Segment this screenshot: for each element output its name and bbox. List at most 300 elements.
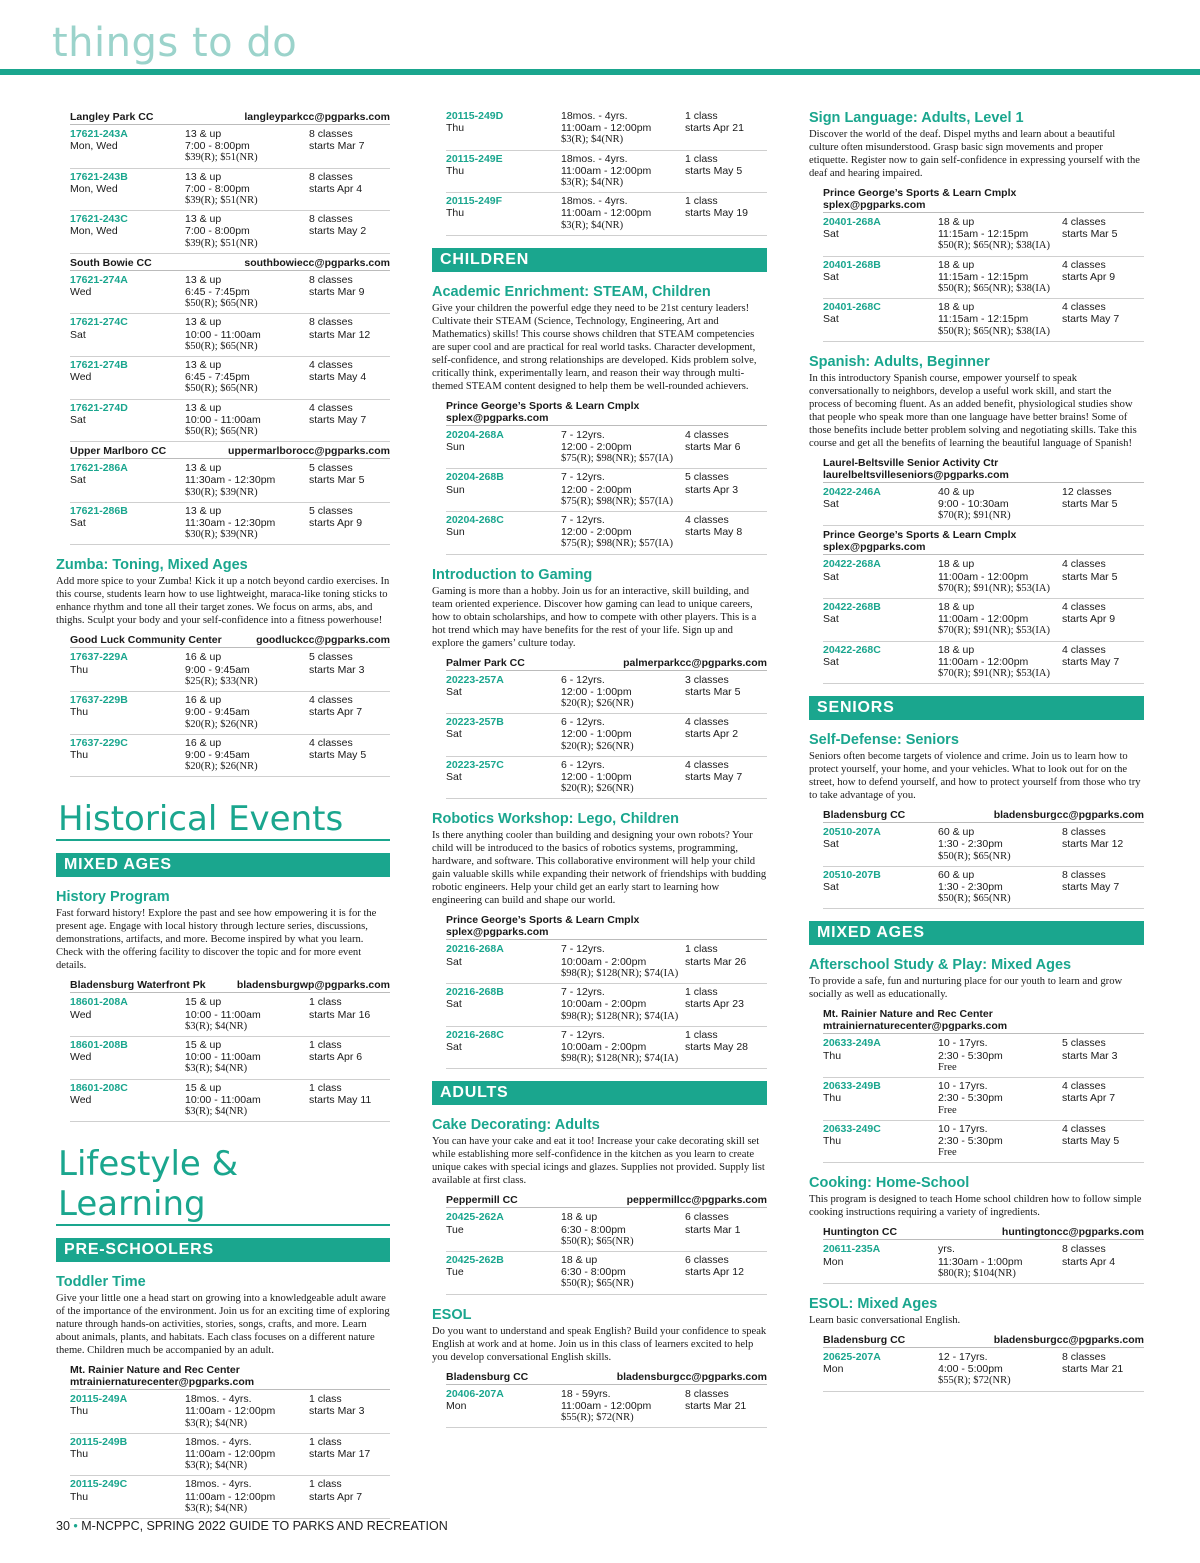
class-row (70, 169, 390, 212)
class-fee: $3(R); $4(NR) (185, 1063, 248, 1075)
location-name: Huntington CC (823, 1226, 898, 1239)
location-email[interactable]: southbowiecc@pgparks.com (244, 256, 390, 269)
class-start: starts Mar 3 (1062, 1049, 1118, 1062)
class-fee: $30(R); $39(NR) (185, 486, 258, 498)
class-age: 18mos. - 4yrs. (561, 110, 628, 122)
class-fee: $50(R); $65(NR) (185, 298, 258, 310)
class-start: starts May 11 (309, 1093, 372, 1106)
class-schedule-cell (1062, 558, 1144, 582)
class-code[interactable]: 20510-207B (823, 868, 881, 881)
class-code[interactable]: 20401-268C (823, 301, 881, 314)
class-start: starts May 2 (309, 225, 367, 238)
class-start: starts May 7 (1062, 881, 1120, 894)
class-code[interactable]: 17637-229A (70, 651, 128, 664)
class-code[interactable]: 18601-208C (70, 1081, 128, 1094)
class-fee: $50(R); $65(NR); $38(IA) (938, 240, 1050, 252)
class-age: 13 & up (185, 128, 222, 140)
class-count: 4 classes (685, 514, 729, 527)
class-id-cell (70, 651, 185, 688)
class-info-top (938, 1080, 1144, 1104)
location-email[interactable]: bladensburgcc@pgparks.com (993, 1333, 1144, 1346)
location-email[interactable]: bladensburgwp@pgparks.com (236, 979, 390, 992)
location-name: Bladensburg CC (446, 1370, 529, 1383)
class-start: starts Apr 7 (1062, 1092, 1116, 1105)
class-id-cell (446, 674, 561, 711)
class-time: 6:45 - 7:45pm (185, 286, 250, 299)
class-detail-cell (938, 301, 1062, 325)
class-count: 1 class (685, 943, 718, 956)
course-title: Self-Defense: Seniors (809, 732, 959, 749)
class-detail-cell (938, 1351, 1062, 1375)
course-title: Sign Language: Adults, Level 1 (809, 110, 1024, 126)
class-time: 2:30 - 5:30pm (938, 1134, 1003, 1147)
class-info-top (561, 429, 767, 453)
class-code[interactable]: 20406-207A (446, 1387, 504, 1400)
class-detail-cell (185, 737, 309, 761)
class-day: Thu (70, 706, 89, 719)
class-time: 11:00am - 12:00pm (185, 1447, 276, 1460)
class-info-top (561, 759, 767, 783)
class-count: 8 classes (1062, 826, 1106, 839)
class-info (561, 759, 767, 796)
class-detail-cell (561, 943, 685, 967)
class-code[interactable]: 20115-249C (70, 1478, 128, 1491)
class-fee: $30(R); $39(NR) (185, 529, 258, 541)
class-detail-cell (561, 153, 685, 177)
class-age: 6 - 12yrs. (561, 758, 605, 771)
class-age: 16 & up (185, 736, 222, 749)
class-start: starts Apr 4 (1062, 1255, 1116, 1268)
class-time: 6:45 - 7:45pm (185, 371, 250, 384)
class-id-cell (823, 644, 938, 681)
class-info (185, 694, 390, 731)
class-detail-cell (185, 316, 309, 340)
class-info (185, 651, 390, 688)
class-count: 1 class (309, 1435, 342, 1448)
class-info (185, 359, 390, 396)
class-code[interactable]: 17621-243A (70, 128, 128, 140)
class-code[interactable]: 20204-268C (446, 514, 504, 527)
class-code[interactable]: 20633-249A (823, 1037, 881, 1050)
class-time: 10:00am - 2:00pm (561, 998, 647, 1011)
column-right (809, 108, 1144, 1392)
class-code[interactable]: 20510-207A (823, 826, 881, 839)
class-info (185, 213, 390, 250)
class-schedule-cell (309, 1436, 390, 1460)
class-count: 6 classes (685, 1211, 729, 1224)
class-fee: $50(R); $65(NR) (938, 893, 1011, 905)
class-info (938, 1351, 1144, 1388)
class-detail-cell (185, 694, 309, 718)
class-schedule-cell (685, 429, 767, 453)
class-day: Mon (446, 1399, 467, 1412)
class-code[interactable]: 20223-257A (446, 673, 504, 686)
class-info-top (185, 316, 390, 340)
location-name: Mt. Rainier Nature and Rec Center (823, 1008, 993, 1021)
class-time: 10:00 - 11:00am (185, 1008, 261, 1021)
class-info (561, 1211, 767, 1248)
class-detail-cell (938, 1037, 1062, 1061)
class-code[interactable]: 17621-274C (70, 316, 128, 329)
class-schedule-cell (309, 274, 390, 298)
class-row (446, 1252, 767, 1295)
class-detail-cell (185, 996, 309, 1020)
class-code[interactable]: 20425-262A (446, 1211, 504, 1224)
class-start: starts Mar 5 (309, 474, 365, 487)
class-info-top (938, 558, 1144, 582)
location-email[interactable]: splex@pgparks.com (823, 541, 926, 554)
class-day: Mon (823, 1363, 844, 1376)
class-row (70, 460, 390, 503)
class-start: starts Mar 9 (309, 286, 365, 299)
class-id-cell (446, 110, 561, 147)
class-start: starts May 5 (1062, 1134, 1120, 1147)
class-code[interactable]: 20422-246A (823, 485, 881, 498)
class-info-top (185, 462, 390, 486)
location-name: Peppermill CC (446, 1194, 518, 1207)
class-start: starts May 28 (685, 1040, 749, 1053)
class-code[interactable]: 17621-243C (70, 213, 128, 226)
class-code[interactable]: 20633-249B (823, 1080, 881, 1093)
class-info-top (185, 402, 390, 426)
class-age: 13 & up (185, 213, 222, 226)
class-time: 9:00 - 9:45am (185, 748, 250, 761)
class-detail-cell (185, 462, 309, 486)
class-day: Sat (70, 474, 86, 487)
class-row (70, 994, 390, 1037)
class-info-top (185, 737, 390, 761)
class-code[interactable]: 17621-274D (70, 401, 128, 414)
class-schedule-cell (1062, 826, 1144, 850)
location-email[interactable]: goodluckcc@pgparks.com (256, 634, 390, 647)
class-age: 18 & up (938, 258, 975, 271)
class-start: starts Mar 3 (309, 663, 365, 676)
class-id-cell (446, 1029, 561, 1066)
class-count: 4 classes (309, 736, 353, 749)
class-count: 1 class (309, 1478, 342, 1491)
class-day: Sat (446, 685, 462, 698)
class-schedule-cell (309, 737, 390, 761)
class-count: 4 classes (1062, 301, 1106, 314)
class-code[interactable]: 18601-208A (70, 996, 128, 1009)
footer-bullet: • (73, 1519, 78, 1533)
course-title: Cake Decorating: Adults (432, 1117, 600, 1134)
class-schedule-cell (309, 316, 390, 340)
category-band: MIXED AGES (809, 921, 1144, 945)
class-fee: $50(R); $65(NR) (185, 426, 258, 438)
class-info-top (561, 514, 767, 538)
class-count: 3 classes (685, 673, 729, 686)
class-start: starts Mar 17 (309, 1447, 371, 1460)
class-fee: $50(R); $65(NR) (185, 340, 258, 352)
class-fee: $75(R); $98(NR); $57(IA) (561, 495, 673, 507)
class-age: 60 & up (938, 868, 975, 881)
class-count: 4 classes (309, 401, 353, 414)
class-id-cell (446, 429, 561, 466)
class-time: 11:15am - 12:15pm (938, 313, 1029, 326)
class-schedule-cell (685, 986, 767, 1010)
location-email[interactable]: splex@pgparks.com (446, 411, 549, 424)
location-email[interactable]: splex@pgparks.com (823, 199, 926, 211)
class-detail-cell (185, 651, 309, 675)
class-time: 10:00am - 2:00pm (561, 955, 647, 968)
course-description: Is there anything cooler than building and designing your own robots? Your child will be introduced to the basics of robotics systems, programming, hardware, and software. This collaborative environment will help your child gain valuable skills while expanding their network of friendships with budding robotic engineers. Help your child get an early start to learning how engineering can build and shape our world. (432, 830, 767, 907)
category-band: MIXED AGES (56, 853, 390, 877)
class-info-top (185, 651, 390, 675)
class-detail-cell (938, 601, 1062, 625)
class-time: 10:00 - 11:00am (185, 1051, 261, 1064)
class-time: 11:30am - 12:30pm (185, 517, 276, 530)
class-code[interactable]: 17637-229B (70, 694, 128, 707)
class-code[interactable]: 20401-268B (823, 258, 881, 271)
class-code[interactable]: 20115-249B (70, 1435, 128, 1448)
class-id-cell (70, 1478, 185, 1515)
location-email[interactable]: splex@pgparks.com (446, 926, 549, 939)
class-info (185, 274, 390, 311)
class-fee: $3(R); $4(NR) (185, 1502, 248, 1514)
class-count: 1 class (685, 1028, 718, 1041)
class-start: starts Apr 21 (685, 122, 744, 135)
class-time: 1:30 - 2:30pm (938, 881, 1003, 894)
location-email[interactable]: peppermillcc@pgparks.com (626, 1194, 767, 1207)
class-detail-cell (938, 558, 1062, 582)
class-day: Thu (446, 164, 465, 177)
class-code[interactable]: 20216-268C (446, 1028, 504, 1041)
location-email[interactable]: bladensburgcc@pgparks.com (616, 1370, 767, 1383)
class-code[interactable]: 17621-274B (70, 359, 128, 372)
class-schedule-cell (1062, 869, 1144, 893)
class-id-cell (70, 128, 185, 165)
class-count: 1 class (309, 1038, 342, 1051)
class-schedule-cell (685, 1388, 767, 1412)
class-count: 5 classes (685, 471, 729, 484)
class-id-cell (823, 259, 938, 296)
class-schedule-cell (309, 694, 390, 718)
class-code[interactable]: 20401-268A (823, 216, 881, 228)
class-fee: $25(R); $33(NR) (185, 675, 258, 687)
class-info (561, 716, 767, 753)
class-info-top (185, 1039, 390, 1063)
class-time: 10:00 - 11:00am (185, 413, 261, 426)
class-schedule-cell (685, 110, 767, 134)
class-info-top (561, 943, 767, 967)
class-count: 1 class (685, 110, 718, 122)
class-schedule-cell (685, 471, 767, 495)
class-info-top (185, 1478, 390, 1502)
class-detail-cell (185, 1082, 309, 1106)
class-code[interactable]: 20422-268B (823, 601, 881, 614)
class-detail-cell (938, 869, 1062, 893)
class-fee: $50(R); $65(NR) (561, 1235, 634, 1247)
course-title: Spanish: Adults, Beginner (809, 353, 990, 370)
course-description: This program is designed to teach Home school children how to follow simple cooking instructions requiring a variety of ingredients. (809, 1194, 1142, 1219)
class-detail-cell (561, 514, 685, 538)
class-start: starts Apr 7 (309, 706, 363, 719)
class-id-cell (446, 1211, 561, 1248)
class-start: starts Mar 5 (685, 685, 741, 698)
class-info (938, 869, 1144, 906)
class-time: 11:15am - 12:15pm (938, 270, 1029, 283)
class-detail-cell (561, 986, 685, 1010)
class-count: 1 class (685, 152, 718, 165)
class-id-cell (446, 195, 561, 232)
class-fee: $3(R); $4(NR) (561, 134, 624, 146)
class-id-cell (823, 1080, 938, 1117)
class-day: Mon, Wed (70, 140, 118, 153)
location-name: Laurel-Beltsville Senior Activity Ctr (823, 456, 999, 469)
class-detail-cell (185, 1436, 309, 1460)
class-code[interactable]: 17621-243B (70, 170, 128, 183)
class-age: 13 & up (185, 170, 222, 183)
class-id-cell (823, 216, 938, 253)
class-code[interactable]: 20115-249D (446, 110, 504, 122)
location-header (446, 397, 767, 426)
class-info (938, 601, 1144, 638)
class-start: starts Mar 12 (309, 328, 371, 341)
course-description: Give your children the powerful edge they need to be 21st century leaders! Cultivate their STEAM (Science, Technology, Engineering, Art and Mathematics) skills! This course shows children that STEAM competencies are super cool and are practical for real world tasks. Character development, self-confidence, and strong relationships are developed. Kids problem solve, critically think, experimentally learn, and reason their way through multi-themed STEAM content designed to help them be well-rounded achievers. (432, 302, 757, 392)
class-code[interactable]: 17621-286B (70, 504, 128, 517)
class-info (185, 1393, 390, 1430)
class-row (70, 503, 390, 546)
location-name: Good Luck Community Center (70, 634, 222, 647)
class-info-top (938, 1351, 1144, 1375)
class-code[interactable]: 20115-249A (70, 1393, 128, 1406)
class-day: Sat (823, 881, 839, 894)
class-time: 11:00am - 12:00pm (561, 1399, 652, 1412)
class-code[interactable]: 20216-268A (446, 943, 504, 956)
class-id-cell (70, 462, 185, 499)
category-band: SENIORS (809, 696, 1144, 720)
class-start: starts Apr 4 (309, 182, 363, 195)
class-time: 2:30 - 5:30pm (938, 1092, 1003, 1105)
location-header (823, 526, 1144, 555)
class-id-cell (70, 213, 185, 250)
class-code[interactable]: 17637-229C (70, 736, 128, 749)
class-id-cell (446, 1388, 561, 1425)
class-code[interactable]: 20204-268A (446, 428, 504, 441)
column-left (56, 108, 390, 1519)
class-info (938, 826, 1144, 863)
class-schedule-cell (685, 514, 767, 538)
location-email[interactable]: langleyparkcc@pgparks.com (244, 111, 390, 123)
class-schedule-cell (685, 1029, 767, 1053)
class-code[interactable]: 20223-257B (446, 716, 504, 729)
class-start: starts Apr 9 (309, 517, 363, 530)
location-email[interactable]: palmerparkcc@pgparks.com (623, 656, 767, 669)
class-code[interactable]: 20422-268A (823, 558, 881, 571)
class-row (823, 484, 1144, 527)
class-age: 18 - 59yrs. (561, 1387, 611, 1400)
class-day: Sat (823, 498, 839, 511)
location-header (446, 1191, 767, 1208)
class-info-top (561, 674, 767, 698)
class-code[interactable]: 20422-268C (823, 643, 881, 656)
class-start: starts Mar 6 (685, 441, 741, 454)
class-code[interactable]: 20625-207A (823, 1350, 881, 1363)
class-code[interactable]: 20216-268B (446, 986, 504, 999)
class-info (185, 505, 390, 542)
class-code[interactable]: 20223-257C (446, 758, 504, 771)
class-code[interactable]: 17621-274A (70, 273, 128, 286)
location-email[interactable]: bladensburgcc@pgparks.com (993, 809, 1144, 822)
course-description: Learn basic conversational English. (809, 1314, 961, 1326)
class-fee: $75(R); $98(NR); $57(IA) (561, 453, 673, 465)
class-code[interactable]: 20115-249F (446, 195, 503, 208)
class-code[interactable]: 20611-235A (823, 1243, 881, 1256)
location-email[interactable]: huntingtoncc@pgparks.com (1001, 1226, 1144, 1239)
class-day: Sat (446, 998, 462, 1011)
class-info-top (938, 601, 1144, 625)
class-fee: $70(R); $91(NR) (938, 510, 1011, 522)
course-description: To provide a safe, fun and nurturing place for our youth to learn and grow socially as well as educationally. (809, 976, 1123, 1001)
class-start: starts May 19 (685, 207, 749, 220)
class-detail-cell (938, 216, 1062, 240)
footer-text: M-NCPPC, SPRING 2022 GUIDE TO PARKS AND RECREATION (81, 1519, 448, 1533)
class-day: Thu (70, 1405, 89, 1418)
class-age: 18 & up (938, 558, 975, 571)
class-time: 11:30am - 12:30pm (185, 474, 276, 487)
class-count: 8 classes (1062, 1350, 1106, 1363)
class-schedule-cell (1062, 1243, 1144, 1267)
class-age: 10 - 17yrs. (938, 1037, 988, 1050)
location-header (70, 254, 390, 271)
course-description: Discover the world of the deaf. Dispel myths and learn about a beautiful culture often misunderstood. Grasp basic sign movements and proper etiquette. Register now to gain self-confidence in expressing yourself with the deaf and hearing impaired. (809, 129, 1140, 179)
class-fee: $39(R); $51(NR) (185, 152, 258, 164)
class-code[interactable]: 18601-208B (70, 1038, 128, 1051)
class-code[interactable]: 20204-268B (446, 471, 504, 484)
class-age: 6 - 12yrs. (561, 716, 605, 729)
location-email[interactable]: mtrainiernaturecenter@pgparks.com (70, 1376, 255, 1389)
location-name: Bladensburg Waterfront Pk (70, 979, 206, 992)
class-info (561, 1388, 767, 1425)
class-time: 11:00am - 12:00pm (185, 1405, 276, 1418)
class-id-cell (70, 505, 185, 542)
class-time: 10:00 - 11:00am (185, 328, 261, 341)
class-info (185, 996, 390, 1033)
class-time: 10:00am - 2:00pm (561, 1040, 647, 1053)
class-time: 12:00 - 1:00pm (561, 771, 632, 784)
class-code[interactable]: 17621-286A (70, 462, 128, 475)
class-day: Sat (446, 1040, 462, 1053)
class-day: Sat (823, 613, 839, 626)
class-code[interactable]: 20425-262B (446, 1253, 504, 1266)
class-row (70, 314, 390, 357)
class-detail-cell (185, 128, 309, 152)
class-day: Mon, Wed (70, 182, 118, 195)
class-schedule-cell (309, 402, 390, 426)
class-fee: $50(R); $65(NR); $38(IA) (938, 283, 1050, 295)
class-code[interactable]: 20115-249E (446, 152, 503, 165)
location-email[interactable]: uppermarlborocc@pgparks.com (228, 445, 390, 458)
class-info (185, 1082, 390, 1119)
class-day: Thu (70, 748, 89, 761)
class-code[interactable]: 20633-249C (823, 1122, 881, 1135)
class-age: 7 - 12yrs. (561, 514, 605, 527)
location-email[interactable]: laurelbeltsvilleseniors@pgparks.com (823, 468, 1009, 481)
class-day: Sat (446, 728, 462, 741)
class-row (446, 469, 767, 512)
class-start: starts Mar 21 (685, 1399, 747, 1412)
class-age: 18 & up (938, 643, 975, 656)
course-description: Do you want to understand and speak English? Build your confidence to speak English at work and at home. Join us in this class of learners excited to help you develop conversational English skills. (432, 1325, 767, 1363)
class-start: starts Apr 6 (309, 1051, 363, 1064)
class-day: Wed (70, 371, 92, 384)
class-time: 6:30 - 8:00pm (561, 1266, 626, 1279)
location-email[interactable]: mtrainiernaturecenter@pgparks.com (823, 1020, 1008, 1033)
class-count: 4 classes (309, 359, 353, 372)
class-info (938, 486, 1144, 523)
class-fee: $20(R); $26(NR) (561, 783, 634, 795)
